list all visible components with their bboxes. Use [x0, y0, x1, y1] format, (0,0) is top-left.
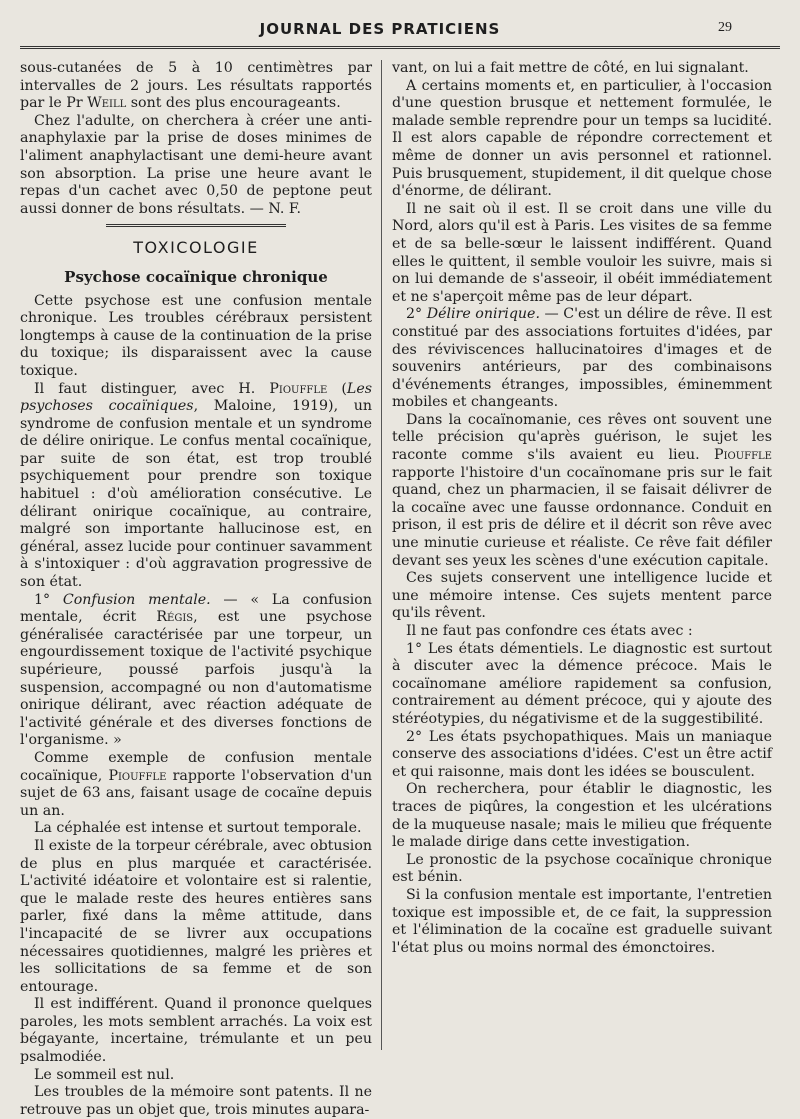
journal-title: JOURNAL DES PRATICIENS	[259, 20, 501, 38]
paragraph: Le sommeil est nul.	[34, 1066, 175, 1083]
section-title: TOXICOLOGIE	[133, 238, 259, 258]
paragraph: Le pronostic de la psychose cocaïnique chronique est bénin.	[392, 851, 772, 886]
left-column	[20, 60, 373, 1118]
right-column	[392, 60, 772, 1055]
paragraph: A certains moments et, en particulier, à l'occasion d'une question brusque et nettement formulée, le malade semble reprendre pour un temps sa lucidité. Il est alors capable de répondre correctement et même de donner un avis personnel et rationnel. Puis brusquement, stupidement, il dit quelque chose d'énorme, de délirant.	[392, 77, 772, 200]
paragraph: Il faut distinguer, avec H. Piouffle (Les psychoses cocaïniques, Maloine, 1919), un syndrome de confusion mentale et un syndrome de délire onirique. Le confus mental cocaïnique, par suite de son état, est trop troublé psychiquement pour prendre son toxique habituel : d'où amélioration consécutive. Le délirant onirique cocaïnique, au contraire, malgré son importante hallucinose est, en général, assez lucide pour continuer savamment à s'intoxiquer : d'où aggravation progressive de son état.	[20, 380, 373, 591]
paragraph: Il est indifférent. Quand il prononce quelques paroles, les mots semblent arrachés. La voix est bégayante, incertaine, trémulante et un peu psalmodiée.	[20, 996, 372, 1066]
paragraph: Il ne sait où il est. Il se croit dans une ville du Nord, alors qu'il est à Paris. Les visites de sa femme et de sa belle-sœur le laissent indifférent. Quand elles le quittent, il semble vouloir les suivre, mais si on lui demande de s'asseoir, il obéit immédiatement et ne s'aperçoit même pas de leur départ.	[392, 200, 772, 305]
column-divider	[381, 60, 382, 1050]
paragraph: Cette psychose est une confusion mentale chronique. Les troubles cérébraux persistent longtemps à cause de la continuation de la prise du toxique; ils disparaissent avec la cause toxique.	[20, 292, 372, 379]
page-header	[0, 16, 800, 42]
paragraph: La céphalée est intense et surtout temporale.	[34, 820, 362, 837]
paragraph: Dans la cocaïnomanie, ces rêves ont souvent une telle précision qu'après guérison, le sujet les raconte comme s'ils avaient eu lieu. Piouffle rapporte l'histoire d'un cocaïnomane pris sur le fait quand, chez un pharmacien, il se faisait délivrer de la cocaïne avec une fausse ordonnance. Conduit en prison, il est pris de délire et il décrit son rêve avec une minutie curieuse et réaliste. Ce rêve fait défiler devant ses yeux les scènes d'une exécution capitale.	[392, 411, 772, 569]
paragraph: Chez l'adulte, on cherchera à créer une anti-anaphylaxie par la prise de doses minimes de l'aliment anaphylactisant une demi-heure avant son absorption. La prise une heure avant le repas d'un cachet avec 0,50 de peptone peut aussi donner de bons résultats. — N. F.	[20, 112, 372, 217]
paragraph: 2° Les états psychopathiques. Mais un maniaque conserve des associations d'idées. C'est un être actif et qui raisonne, mais dont les idées se bousculent.	[392, 728, 772, 780]
paragraph: Comme exemple de confusion mentale cocaïnique, Piouffle rapporte l'observation d'un sujet de 63 ans, faisant usage de cocaïne depuis un an.	[20, 749, 372, 819]
paragraph: Il ne faut pas confondre ces états avec :	[406, 623, 693, 639]
paragraph: Il existe de la torpeur cérébrale, avec obtusion de plus en plus marquée et caractérisée. L'activité idéatoire et volontaire est si ralentie, que le malade reste des heures entières sans parler, fixé dans la même attitude, dans l'incapacité de se livrer aux occupations nécessaires quotidiennes, malgré les prières et les sollicitations de sa femme et de son entourage.	[20, 837, 372, 995]
paragraph: On recherchera, pour établir le diagnostic, les traces de piqûres, la congestion et les ulcérations de la muqueuse nasale; mais le milieu que fréquente le malade dirige dans cette investigation.	[392, 781, 772, 851]
paragraph: vant, on lui a fait mettre de côté, en lui signalant.	[392, 60, 749, 76]
paragraph: 2° Délire onirique. — C'est un délire de rêve. Il est constitué par des associations fortuites d'idées, par des réviviscences hallucinatoires d'images et de souvenirs antérieurs, par des combinaisons d'événements étranges, impossibles, éminemment mobiles et changeants.	[392, 306, 772, 411]
paragraph: Ces sujets conservent une intelligence lucide et une mémoire intense. Ces sujets mentent parce qu'ils rêvent.	[392, 570, 772, 622]
paragraph: sous-cutanées de 5 à 10 centimètres par intervalles de 2 jours. Les résultats rapportés par le Pr Weill sont des plus encourageants.	[20, 60, 372, 112]
section-rule	[106, 224, 286, 227]
paragraph: 1° Les états démentiels. Le diagnostic est surtout à discuter avec la démence précoce. Mais le cocaïnomane améliore rapidement sa confusion, contrairement au dément précoce, qui y ajoute des stéréotypies, du négativisme et de la suggestibilité.	[392, 640, 772, 727]
paragraph: 1° Confusion mentale. — « La confusion mentale, écrit Régis, est une psychose généralisée caractérisée par une torpeur, un engourdissement toxique de l'activité psychique supérieure, poussé parfois jusqu'à la suspension, accompagné ou non d'automatisme onirique délirant, avec réaction adéquate de l'activité générale et des diverses fonctions de l'organisme. »	[20, 591, 372, 749]
page-number: 29	[718, 20, 732, 35]
paragraph: Si la confusion mentale est importante, l'entretien toxique est impossible et, de ce fait, la suppression et l'élimination de la cocaïne est graduelle suivant l'état plus ou moins normal des émonctoires.	[392, 886, 772, 956]
header-rule	[20, 46, 780, 49]
paragraph: Les troubles de la mémoire sont patents. Il ne retrouve pas un objet que, trois minutes aupara-	[20, 1084, 372, 1118]
article-title: Psychose cocaïnique chronique	[64, 267, 328, 286]
